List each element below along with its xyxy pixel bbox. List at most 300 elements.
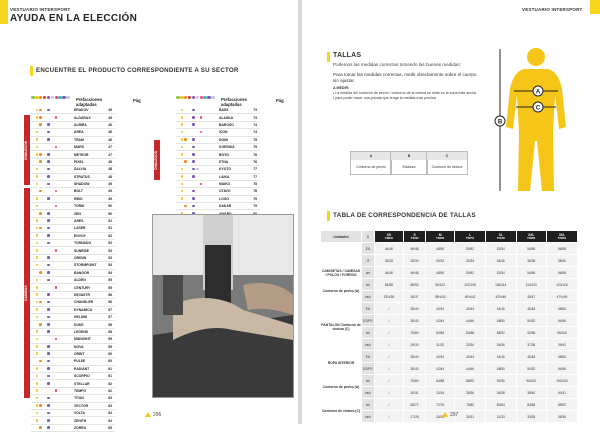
sector-dot	[204, 175, 207, 178]
table-row	[176, 203, 260, 210]
sector-dot	[43, 190, 46, 193]
size-value: /	[375, 303, 404, 315]
sector-dot	[67, 205, 70, 208]
sector-dot	[51, 168, 54, 171]
product-page: 54	[104, 262, 115, 269]
col1-header: Prefacciones adaptadas	[76, 97, 103, 107]
table-row	[176, 195, 260, 202]
product-name: DOMI	[216, 136, 249, 143]
sector-dots	[176, 180, 216, 187]
sector-dot	[43, 256, 46, 259]
sector-dot	[47, 109, 50, 112]
sector-dot	[39, 352, 42, 355]
sector-dot	[59, 205, 62, 208]
sector-dot	[39, 316, 42, 319]
sector-dot	[200, 175, 203, 178]
sector-dot	[32, 249, 35, 252]
size-value: 54/56	[546, 363, 577, 375]
size-sub: T62/64	[557, 236, 566, 240]
sector-dot	[184, 190, 187, 193]
sector-dot	[59, 316, 62, 319]
sector-dot	[188, 116, 191, 119]
sector-dot	[204, 146, 207, 149]
sector-dot	[47, 264, 50, 267]
sector-dot	[47, 197, 50, 200]
size-value: 37/38	[516, 339, 546, 351]
sector-dot	[32, 138, 35, 141]
sector-dot	[67, 286, 70, 289]
size-unit: IT	[362, 255, 375, 267]
sector-dot	[36, 123, 39, 126]
sector-dot	[51, 249, 54, 252]
sector-dot	[188, 175, 191, 178]
sector-dot	[184, 168, 187, 171]
sector-dot	[196, 131, 199, 134]
sector-dot	[55, 146, 58, 149]
sector-dot	[43, 219, 46, 222]
sector-dot	[36, 382, 39, 385]
sector-dot	[63, 249, 66, 252]
sector-dot	[59, 338, 62, 341]
size-value: 35/36	[455, 387, 486, 399]
table-row	[176, 188, 260, 195]
sector-dot	[55, 234, 58, 237]
sector-dot	[36, 308, 39, 311]
sector-icon	[35, 96, 38, 99]
sector-dot	[67, 301, 70, 304]
size-value: 34/36	[486, 255, 516, 267]
sector-dot	[39, 197, 42, 200]
product-page: 49	[104, 188, 115, 195]
product-page: 57	[104, 313, 115, 320]
sector-dot	[43, 286, 46, 289]
sector-dot	[63, 316, 66, 319]
sector-dot	[188, 109, 191, 112]
size-value: 47½/49	[546, 291, 577, 303]
sector-dot	[43, 367, 46, 370]
sector-dot	[196, 175, 199, 178]
sector-dot	[47, 301, 50, 304]
size-value: 52/54	[486, 243, 516, 255]
table-row	[31, 129, 115, 136]
sector-dot	[55, 279, 58, 282]
sector-dot	[200, 197, 203, 200]
sector-dot	[43, 146, 46, 149]
size-value: 76/80	[403, 375, 425, 387]
sector-dot	[36, 190, 39, 193]
sector-dot	[55, 389, 58, 392]
sector-dot	[51, 175, 54, 178]
sector-dot	[39, 116, 42, 119]
sector-dot	[36, 419, 39, 422]
sector-dot	[55, 426, 58, 429]
sector-dot	[200, 190, 203, 193]
sector-dot	[63, 293, 66, 296]
sector-dot	[184, 183, 187, 186]
sector-dot	[208, 197, 211, 200]
sector-dot	[67, 197, 70, 200]
sector-dot	[32, 219, 35, 222]
size-group-label: Contorno de pecho (A)	[321, 375, 362, 399]
sector-dot	[39, 271, 42, 274]
size-value: 48/50	[426, 243, 455, 255]
sector-dot	[51, 116, 54, 119]
sector-dot	[177, 146, 180, 149]
sector-dot	[32, 279, 35, 282]
size-code: L	[469, 232, 472, 237]
size-group-label: PANTALON Contorno de cintura (C)	[321, 303, 362, 351]
sector-dot	[67, 330, 70, 333]
sector-dot	[67, 160, 70, 163]
size-column-header	[455, 231, 486, 243]
sector-dot	[184, 116, 187, 119]
size-group-label: CAMISETAS / CAMISAS / POLOS / FORROS	[321, 268, 361, 277]
size-sub: T58/60	[527, 236, 536, 240]
product-page: 56	[104, 299, 115, 306]
sector-dot	[204, 131, 207, 134]
product-name: MIDNIGHT	[71, 336, 104, 343]
sector-dot	[51, 234, 54, 237]
sector-dot	[32, 338, 35, 341]
sector-dot	[208, 153, 211, 156]
size-value: /	[375, 411, 404, 423]
sector-dot	[59, 227, 62, 230]
product-name: PIXEL	[71, 158, 104, 165]
sector-dots	[31, 136, 71, 143]
product-page: 63	[104, 395, 115, 402]
sewing-machine-photo	[152, 214, 294, 398]
product-name: ORIGIN	[71, 254, 104, 261]
sector-dot	[192, 160, 195, 163]
size-value: 88/92	[546, 399, 577, 411]
sector-dot	[63, 345, 66, 348]
sector-dot	[55, 419, 58, 422]
product-page: 58	[104, 328, 115, 335]
table-row	[31, 203, 115, 210]
sector-dots	[31, 114, 71, 121]
product-page: 64	[104, 417, 115, 424]
sector-dot	[63, 367, 66, 370]
sector-dot	[59, 426, 62, 429]
sector-dot	[208, 116, 211, 119]
size-value: 84/88	[375, 279, 404, 291]
sector-dot	[196, 138, 199, 141]
size-value: 29/30	[403, 339, 425, 351]
sector-dot	[63, 197, 66, 200]
sector-dots	[31, 240, 71, 247]
tallas-subtitle: Podemos las medidas correctas tomando las buenas medidas:	[333, 62, 461, 67]
sector-dots	[176, 158, 216, 165]
table-row	[31, 402, 115, 409]
sector-dots	[31, 291, 71, 298]
sector-icon	[207, 96, 210, 99]
sector-dot	[192, 175, 195, 178]
sector-dot	[47, 168, 50, 171]
sector-dot	[67, 412, 70, 415]
table-row	[31, 313, 115, 320]
size-unit: EU	[362, 243, 375, 255]
sector-dot	[188, 190, 191, 193]
sector-dot	[212, 190, 215, 193]
sector-dot	[200, 109, 203, 112]
sector-dot	[181, 146, 184, 149]
sector-dot	[181, 205, 184, 208]
table-row	[31, 417, 115, 424]
sector-dot	[47, 404, 50, 407]
sector-dot	[63, 183, 66, 186]
sector-icon	[31, 96, 34, 99]
sector-dot	[200, 168, 203, 171]
sector-dot	[67, 116, 70, 119]
measure-b-label: Estatura	[402, 165, 416, 169]
table-row	[31, 114, 115, 121]
sector-dot	[181, 131, 184, 134]
product-page: 55	[104, 276, 115, 283]
size-value: 56/58	[546, 243, 577, 255]
sector-dot	[63, 426, 66, 429]
sector-dot	[177, 153, 180, 156]
sector-dot	[47, 116, 50, 119]
sector-dot	[184, 153, 187, 156]
sector-dot	[51, 271, 54, 274]
sector-dot	[63, 175, 66, 178]
product-page: 51	[104, 225, 115, 232]
sector-icon	[200, 96, 203, 99]
sector-dot	[63, 279, 66, 282]
table-row	[176, 143, 260, 150]
table-row	[176, 121, 260, 128]
product-name: BAROSO	[216, 121, 249, 128]
product-name: LEGEND	[71, 328, 104, 335]
sector-dot	[36, 249, 39, 252]
product-name: PULSE	[71, 358, 104, 365]
sector-dot	[192, 183, 195, 186]
sector-icon	[188, 96, 191, 99]
sector-dot	[63, 301, 66, 304]
sector-dots	[31, 299, 71, 306]
sector-dot	[67, 308, 70, 311]
sector-dot	[63, 352, 66, 355]
sector-dot	[36, 338, 39, 341]
sector-dot	[43, 301, 46, 304]
sector-dot	[196, 153, 199, 156]
sector-dot	[181, 168, 184, 171]
product-name: ALASKA	[216, 114, 249, 121]
sector-dot	[43, 426, 46, 429]
size-unit: EU	[362, 351, 375, 363]
sector-dot	[177, 123, 180, 126]
sector-dot	[43, 316, 46, 319]
sector-icon	[58, 96, 61, 99]
product-page: 61	[104, 365, 115, 372]
sector-dot	[59, 212, 62, 215]
sector-dot	[36, 360, 39, 363]
product-page: 74	[249, 129, 260, 136]
size-correspondence-table	[320, 230, 578, 423]
product-table-1	[31, 107, 115, 432]
sector-dot	[32, 242, 35, 245]
product-page: 54	[104, 269, 115, 276]
sector-dot	[181, 160, 184, 163]
sector-dot	[59, 153, 62, 156]
sector-dot	[212, 183, 215, 186]
sector-dot	[32, 256, 35, 259]
product-name: ETNA	[216, 158, 249, 165]
sector-dot	[51, 330, 54, 333]
size-value: 33/34	[455, 339, 486, 351]
product-name: DUKE	[71, 321, 104, 328]
table-row	[31, 269, 115, 276]
size-value: 42/44	[455, 351, 486, 363]
sector-dot	[192, 123, 195, 126]
product-name: TEMPO	[71, 387, 104, 394]
table-row	[176, 151, 260, 158]
sector-dot	[184, 205, 187, 208]
sector-dot	[51, 352, 54, 355]
size-value: /	[375, 315, 404, 327]
sector-dot	[63, 138, 66, 141]
size-table-title: TABLA DE CORRESPONDENCIA DE TALLAS	[333, 212, 476, 219]
product-page: 64	[104, 410, 115, 417]
sector-dot	[32, 183, 35, 186]
size-value: 84/88	[455, 327, 486, 339]
sector-dot	[43, 160, 46, 163]
table-row	[176, 136, 260, 143]
sector-dot	[39, 234, 42, 237]
sector-section-title: ENCUENTRE EL PRODUCTO CORRESPONDIENTE A SU SECTOR	[36, 67, 239, 74]
sector-dot	[32, 271, 35, 274]
left-page-number	[145, 412, 161, 418]
table-row	[31, 121, 115, 128]
table-row	[31, 180, 115, 187]
product-name: MAIKO	[216, 180, 249, 187]
table-row	[176, 107, 260, 114]
sector-dot	[200, 183, 203, 186]
product-name: AREA	[71, 129, 104, 136]
sector-dot	[43, 345, 46, 348]
sector-dot	[67, 279, 70, 282]
sector-icon	[43, 96, 46, 99]
sector-dot	[212, 109, 215, 112]
sector-dot	[39, 190, 42, 193]
sector-dot	[32, 264, 35, 267]
sector-dot	[47, 183, 50, 186]
product-page: 53	[104, 254, 115, 261]
size-value: 36/38	[486, 387, 516, 399]
sector-dot	[43, 197, 46, 200]
size-value: 100/104	[546, 375, 577, 387]
sector-dot	[55, 212, 58, 215]
sector-dot	[204, 123, 207, 126]
size-value: 88/92	[486, 327, 516, 339]
size-unit: cm	[362, 399, 375, 411]
sector-dot	[59, 352, 62, 355]
sector-dot	[39, 382, 42, 385]
size-value: /	[375, 327, 404, 339]
size-value: 31/32	[426, 339, 455, 351]
table-row	[31, 276, 115, 283]
sector-dot	[43, 264, 46, 267]
sector-dot	[39, 138, 42, 141]
sector-dot	[208, 131, 211, 134]
sector-dot	[63, 256, 66, 259]
product-name: TORIK	[71, 203, 104, 210]
sector-dot	[51, 212, 54, 215]
size-value: 102/108	[455, 279, 486, 291]
table-row	[31, 225, 115, 232]
product-name: TORNADO	[71, 240, 104, 247]
sector-dot	[39, 256, 42, 259]
tallas-marker	[327, 52, 330, 62]
sector-dots	[31, 395, 71, 402]
product-page: 50	[104, 210, 115, 217]
sector-dot	[59, 183, 62, 186]
size-value: 33½/35	[375, 291, 404, 303]
sector-dot	[59, 375, 62, 378]
sector-dot	[39, 360, 42, 363]
product-page: 77	[249, 166, 260, 173]
yellow-corner-bar	[0, 0, 8, 24]
size-row	[321, 351, 578, 363]
product-page: 61	[104, 373, 115, 380]
sector-dot	[67, 375, 70, 378]
sector-dot	[36, 412, 39, 415]
sector-icon	[62, 96, 65, 99]
size-value: 54/56	[546, 315, 577, 327]
table-row	[31, 188, 115, 195]
sector-dot	[59, 389, 62, 392]
col1-page-header: Pág	[133, 98, 141, 103]
sector-dot	[43, 249, 46, 252]
sector-dot	[59, 249, 62, 252]
sector-dot	[47, 138, 50, 141]
size-value: 36/38	[516, 255, 546, 267]
size-unit: inch	[362, 291, 375, 303]
size-row	[321, 279, 578, 291]
size-value: 38/40	[516, 387, 546, 399]
sector-dot	[36, 345, 39, 348]
size-value: 44/46	[375, 243, 404, 255]
sector-dot	[47, 205, 50, 208]
size-value: 48/50	[426, 267, 455, 279]
sector-dots	[31, 151, 71, 158]
size-column-header	[516, 231, 546, 243]
sector-dot	[212, 205, 215, 208]
size-column-header	[486, 231, 516, 243]
product-name: ICON	[216, 129, 249, 136]
size-value: 44/46	[375, 267, 404, 279]
notes-title: A MEDIR:	[333, 86, 350, 90]
sector-dots	[31, 417, 71, 424]
product-page: 56	[104, 291, 115, 298]
sector-dot	[59, 397, 62, 400]
size-value: 96/100	[516, 375, 546, 387]
sector-dot	[59, 330, 62, 333]
sector-dot	[208, 205, 211, 208]
table-row	[31, 173, 115, 180]
size-value: 76/80	[403, 327, 425, 339]
sector-dot	[192, 168, 195, 171]
sector-dot	[39, 330, 42, 333]
size-value: 44/46	[486, 303, 516, 315]
sector-dot	[32, 146, 35, 149]
sector-dot	[47, 234, 50, 237]
product-name: ERAKOV	[71, 107, 104, 114]
sector-dot	[43, 279, 46, 282]
sector-dot	[67, 227, 70, 230]
sector-dot	[32, 109, 35, 112]
sector-dot	[208, 109, 211, 112]
